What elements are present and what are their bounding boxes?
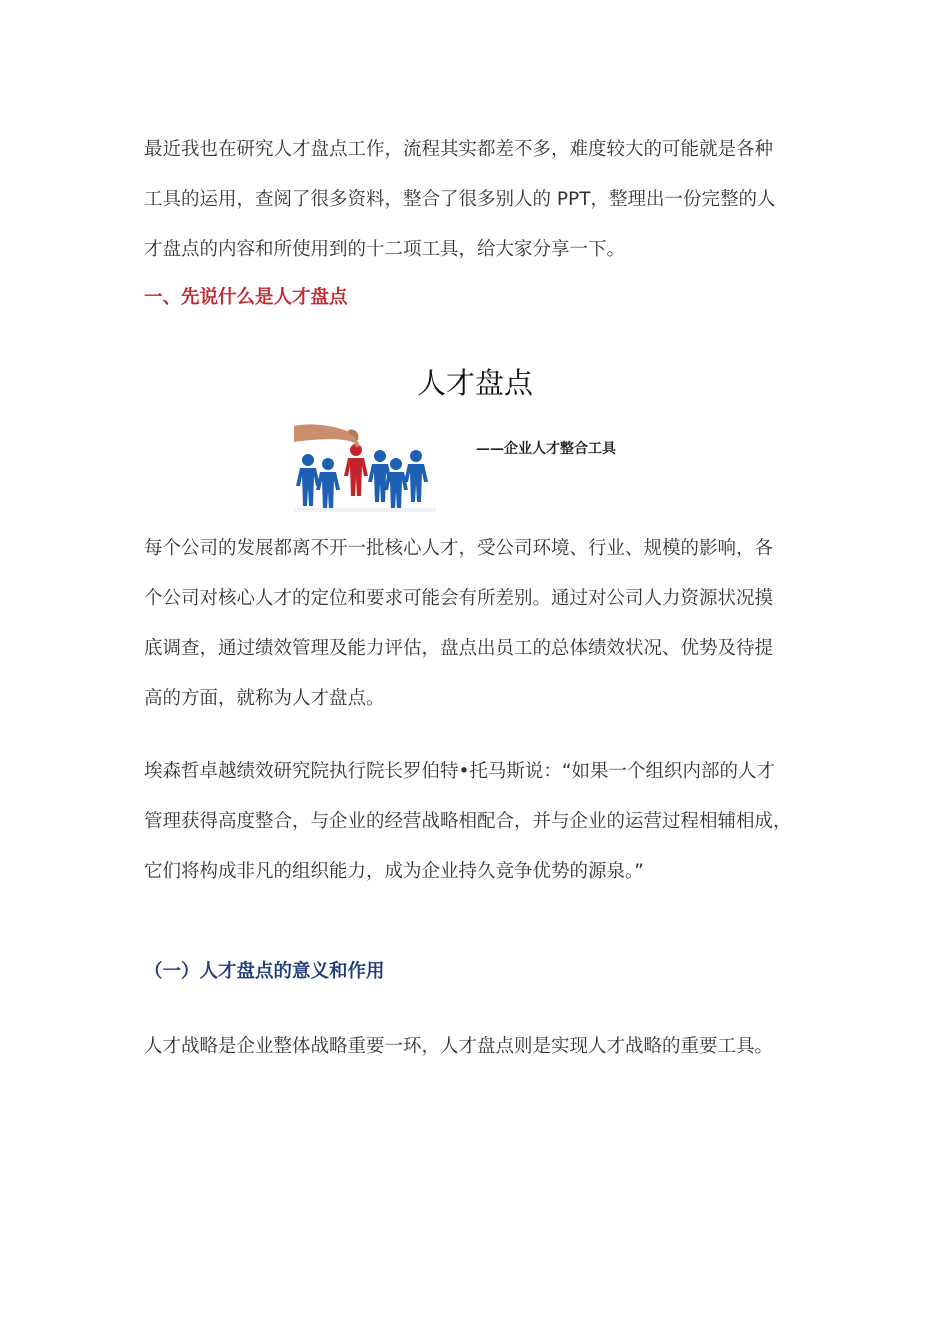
section-heading-what-is-talent-review: 一、先说什么是人才盘点 [144, 287, 348, 308]
figure-title: 人才盘点 [416, 366, 533, 400]
definition-line-4: 高的方面，就称为人才盘点。 [144, 688, 385, 709]
subsection-heading-significance: （一）人才盘点的意义和作用 [144, 961, 385, 982]
strategy-line: 人才战略是企业整体战略重要一环，人才盘点则是实现人才战略的重要工具。 [144, 1036, 774, 1057]
definition-line-2: 个公司对核心人才的定位和要求可能会有所差别。通过对公司人力资源状况摸 [144, 588, 774, 609]
definition-line-3: 底调查，通过绩效管理及能力评估，盘点出员工的总体绩效状况、优势及待提 [144, 638, 774, 659]
quote-line-2: 管理获得高度整合，与企业的经营战略相配合，并与企业的运营过程相辅相成， [144, 811, 792, 832]
definition-line-1: 每个公司的发展都离不开一批核心人才，受公司环境、行业、规模的影响，各 [144, 538, 774, 559]
intro-line-1: 最近我也在研究人才盘点工作，流程其实都差不多，难度较大的可能就是各种 [144, 139, 774, 160]
figure-subtitle: ——企业人才整合工具 [476, 441, 616, 457]
definition-paragraph [144, 524, 810, 724]
intro-line-2: 工具的运用，查阅了很多资料，整合了很多别人的 PPT，整理出一份完整的人 [144, 189, 776, 210]
quote-line-3: 它们将构成非凡的组织能力，成为企业持久竞争优势的源泉。” [144, 861, 644, 882]
quote-line-1: 埃森哲卓越绩效研究院执行院长罗伯特•托马斯说：“如果一个组织内部的人才 [144, 761, 775, 782]
intro-line-3: 才盘点的内容和所使用到的十二项工具，给大家分享一下。 [144, 239, 626, 260]
quote-paragraph [144, 747, 810, 897]
strategy-paragraph [144, 1022, 810, 1072]
intro-paragraph [144, 125, 810, 275]
people-selection-illustration-icon [294, 420, 436, 512]
